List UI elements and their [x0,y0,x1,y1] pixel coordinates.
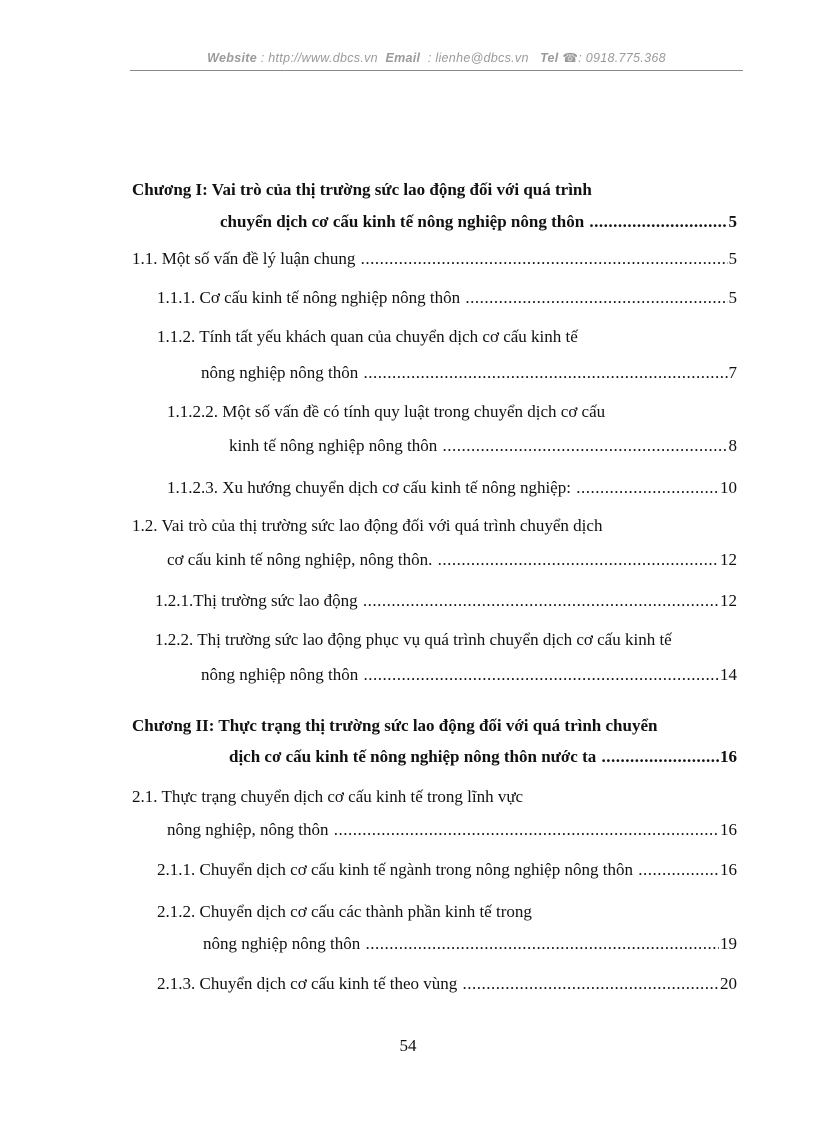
toc-section-1-2-2-line-1: 1.2.2. Thị trường sức lao động phục vụ quá trình chuyển dịch cơ cấu kinh tế [155,630,672,649]
toc-section-2-1[interactable]: nông nghiệp, nông thôn 16 ..... [167,818,737,842]
toc-section-1-1[interactable]: 1.1. Một số vấn đề lý luận chung 5 ..... [132,247,737,271]
toc-page-number: 5 [728,286,738,310]
tel-label: Tel [540,51,559,65]
toc-section-1-1-2[interactable]: nông nghiệp nông thôn 7 ..... [201,361,737,385]
email-label: Email [385,51,421,65]
toc-chapter-2-line-1: Chương II: Thực trạng thị trường sức lao động đối với quá trình chuyển [132,716,658,735]
toc-page-number: 20 [719,972,737,996]
toc-page-number: 5 [728,210,738,234]
toc-page-number: 19 [719,932,737,956]
toc-chapter-1[interactable]: chuyển dịch cơ cấu kinh tế nông nghiệp nông thôn 5 ..... [220,210,737,234]
toc-section-2-1-line-1: 2.1. Thực trạng chuyển dịch cơ cấu kinh tế trong lĩnh vực [132,787,524,806]
toc-section-2-1-2-line-1: 2.1.2. Chuyển dịch cơ cấu các thành phần kinh tế trong [157,902,532,921]
toc-page-number: 10 [719,476,737,500]
toc-section-1-2-line-1: 1.2. Vai trò của thị trường sức lao động đối với quá trình chuyển dịch [132,516,603,535]
page-number: 54 [399,1036,417,1055]
toc-section-2-1-3[interactable]: 2.1.3. Chuyển dịch cơ cấu kinh tế theo vùng 20 ..... [157,972,737,996]
toc-section-2-1-2[interactable]: nông nghiệp nông thôn 19 ..... [203,932,737,956]
header-divider [130,70,743,71]
email-value: : lienhe@dbcs.vn [427,51,529,65]
website-label: Website [207,51,257,65]
toc-chapter-1-line-1: Chương I: Vai trò của thị trường sức lao động đối với quá trình [132,180,592,199]
toc-page-number: 12 [719,589,737,613]
tel-value: ☎: 0918.775.368 [562,51,666,65]
website-value: : http://www.dbcs.vn [260,51,378,65]
toc-page-number: 16 [719,745,737,769]
toc-section-1-2-1[interactable]: 1.2.1.Thị trường sức lao động 12 ..... [155,589,737,613]
toc-page-number: 14 [719,663,737,687]
toc-page-number: 8 [728,434,738,458]
toc-section-1-2-2[interactable]: nông nghiệp nông thôn 14 ..... [201,663,737,687]
toc-page-number: 7 [728,361,738,385]
toc-section-1-1-1[interactable]: 1.1.1. Cơ cấu kinh tế nông nghiệp nông thôn 5 ..... [157,286,737,310]
toc-section-1-1-2-3[interactable]: 1.1.2.3. Xu hướng chuyển dịch cơ cấu kinh tế nông nghiệp: 10 ..... [167,476,737,500]
toc-chapter-2[interactable]: dịch cơ cấu kinh tế nông nghiệp nông thôn nước ta 16 ..... [229,745,737,769]
toc-page-number: 12 [719,548,737,572]
page-header [130,50,743,65]
toc-page-number: 5 [728,247,738,271]
toc-page-number: 16 [719,818,737,842]
toc-section-2-1-1[interactable]: 2.1.1. Chuyển dịch cơ cấu kinh tế ngành trong nông nghiệp nông thôn 16 ..... [157,858,737,882]
toc-page-number: 16 [719,858,737,882]
toc-section-1-1-2-2-line-1: 1.1.2.2. Một số vấn đề có tính quy luật trong chuyển dịch cơ cấu [167,402,606,421]
toc-section-1-2[interactable]: cơ cấu kinh tế nông nghiệp, nông thôn. 12 ..... [167,548,737,572]
toc-section-1-1-2-2[interactable]: kinh tế nông nghiệp nông thôn 8 ..... [229,434,737,458]
toc-section-1-1-2-line-1: 1.1.2. Tính tất yếu khách quan của chuyển dịch cơ cấu kinh tế [157,327,578,346]
